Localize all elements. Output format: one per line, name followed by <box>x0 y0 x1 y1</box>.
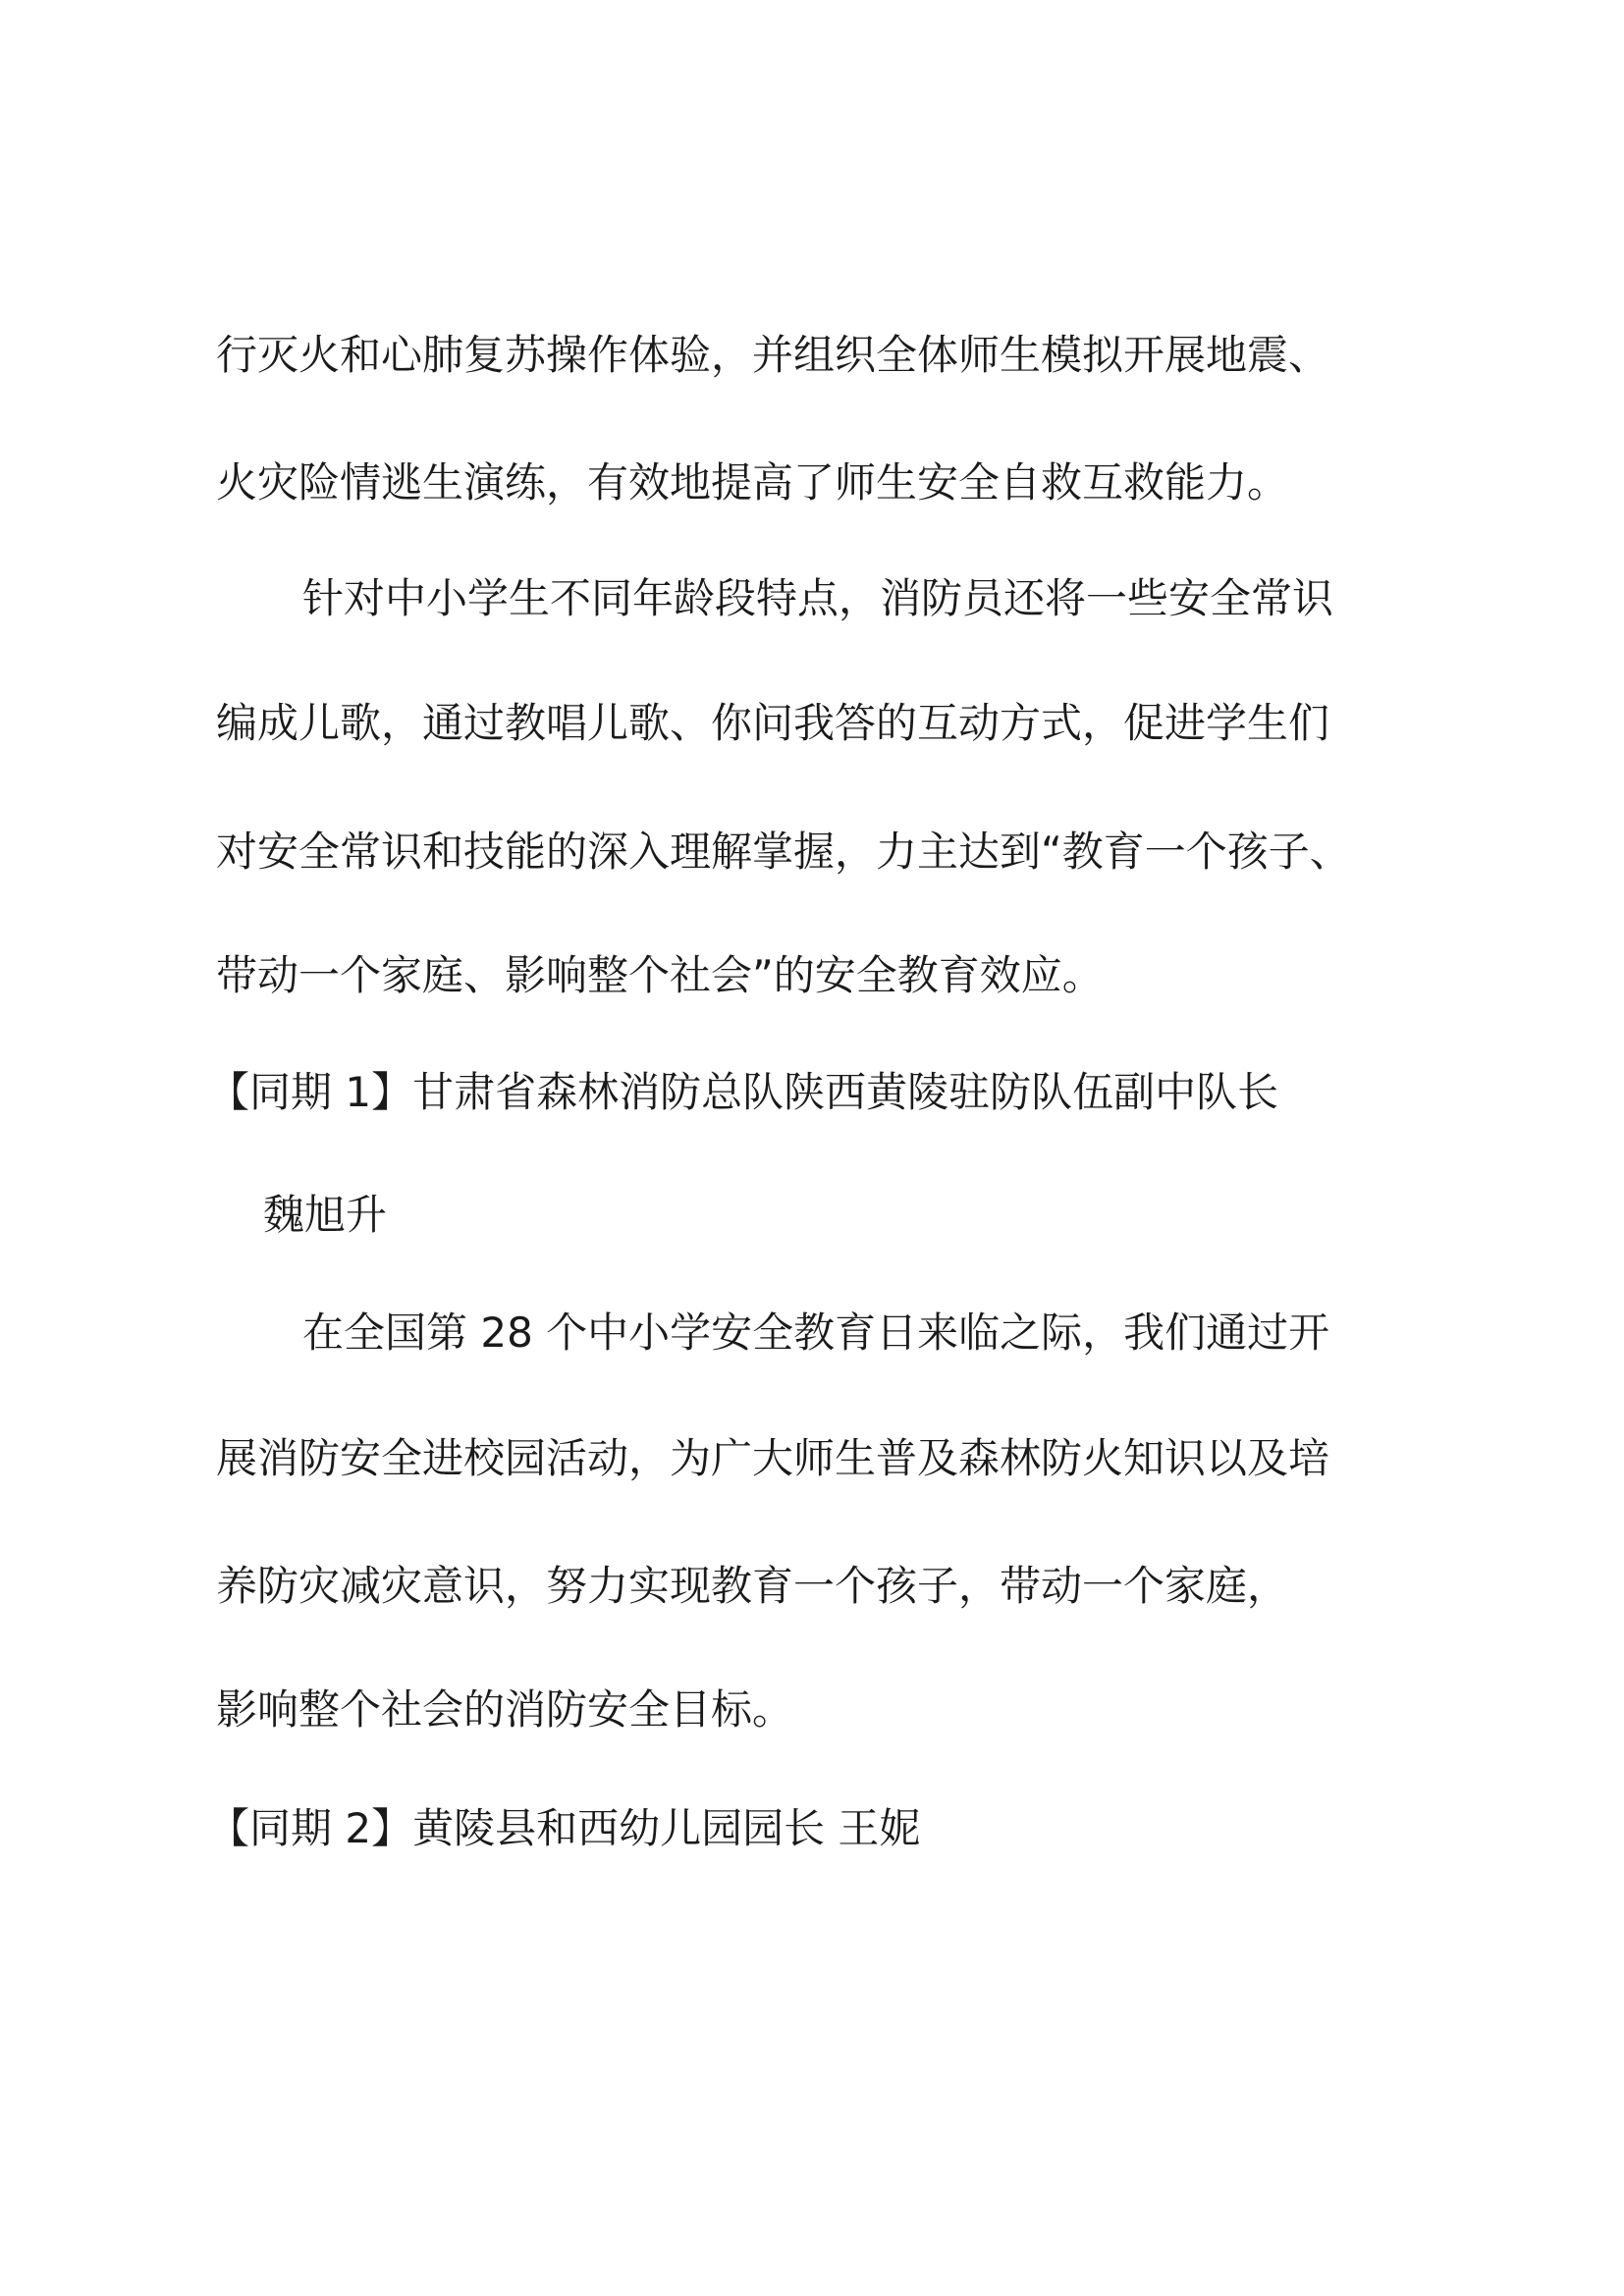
paragraph-3-line-2: 展消防安全进校园活动，为广大师生普及森林防火知识以及培 <box>216 1434 1330 1482</box>
paragraph-3-line-3: 养防灾减灾意识，努力实现教育一个孩子，带动一个家庭， <box>216 1562 1289 1610</box>
paragraph-1-line-1: 行灭火和心肺复苏操作体验，并组织全体师生模拟开展地震、 <box>216 331 1330 379</box>
soundbite-1-heading: 【同期 1】甘肃省森林消防总队陕西黄陵驻防队伍副中队长 <box>208 1068 1279 1116</box>
paragraph-2-line-2: 编成儿歌，通过教唱儿歌、你问我答的互动方式，促进学生们 <box>216 699 1330 747</box>
paragraph-2-line-3: 对安全常识和技能的深入理解掌握，力主达到“教育一个孩子、 <box>216 828 1351 876</box>
paragraph-2-line-4: 带动一个家庭、影响整个社会”的安全教育效应。 <box>216 951 1104 999</box>
soundbite-1-speaker: 魏旭升 <box>263 1191 388 1239</box>
paragraph-1-line-2: 火灾险情逃生演练，有效地提高了师生安全自救互救能力。 <box>216 458 1289 507</box>
soundbite-2-heading: 【同期 2】黄陵县和西幼儿园园长 王妮 <box>208 1804 921 1852</box>
paragraph-2-line-1: 针对中小学生不同年龄段特点，消防员还将一些安全常识 <box>302 574 1334 622</box>
paragraph-3-line-4: 影响整个社会的消防安全目标。 <box>216 1685 794 1734</box>
paragraph-3-line-1: 在全国第 28 个中小学安全教育日来临之际，我们通过开 <box>302 1308 1330 1357</box>
